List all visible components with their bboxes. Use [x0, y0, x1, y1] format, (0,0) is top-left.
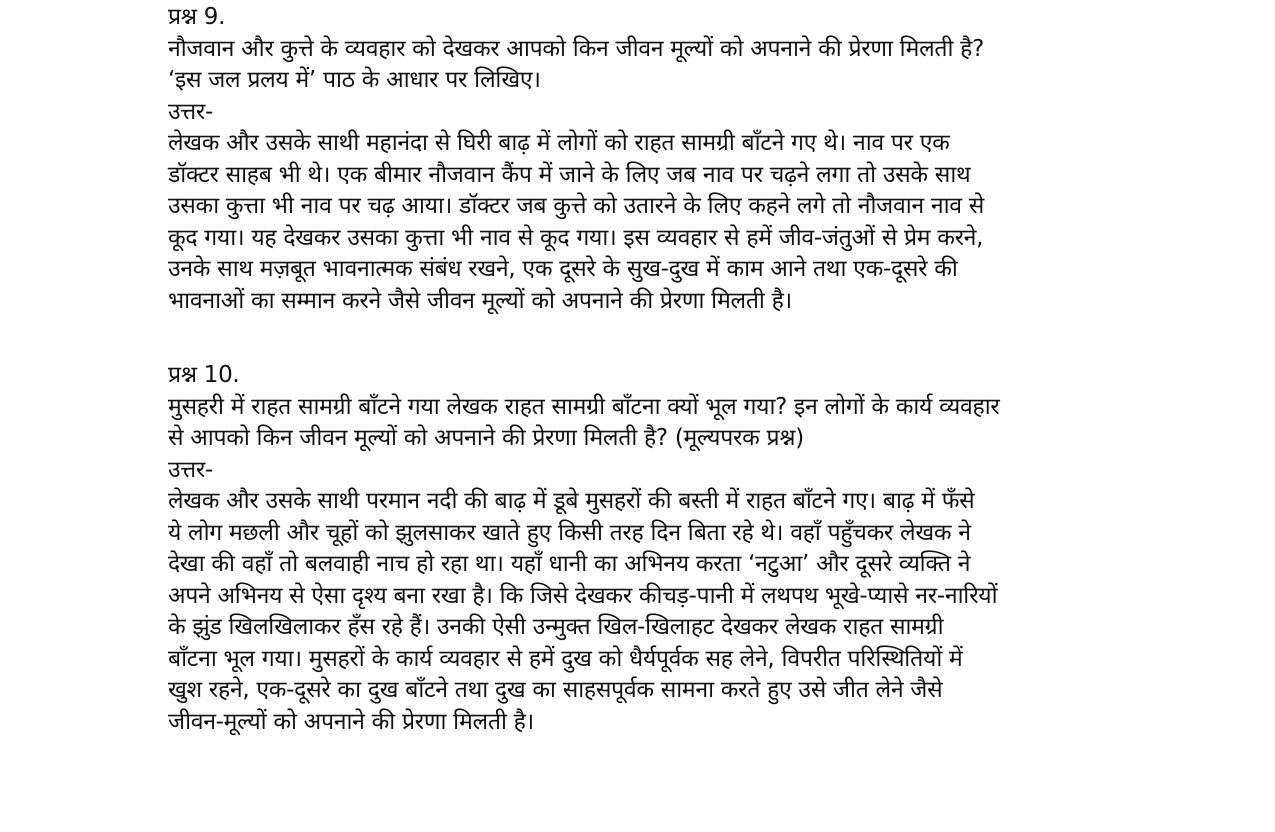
- question-10-answer-line: लेखक और उसके साथी परमान नदी की बाढ़ में डूबे मुसहरों की बस्ती में राहत बाँटने गए। बाढ़ में फँसे: [168, 488, 975, 514]
- question-9-text-line: ‘इस जल प्रलय में’ पाठ के आधार पर लिखिए।: [168, 67, 541, 93]
- question-10-answer-line: देखा की वहाँ तो बलवाही नाच हो रहा था। यहाँ धानी का अभिनय करता ‘नटुआ’ और दूसरे व्यक्ति ने: [168, 551, 971, 577]
- question-9-block: [168, 2, 1168, 317]
- question-10-answer-line: के झुंड खिलखिलाकर हँस रहे हैं। उनकी ऐसी उन्मुक्त खिल-खिलाहट देखकर लेखक राहत सामग्री: [168, 614, 944, 640]
- section-spacer: [168, 317, 1168, 360]
- question-9-answer-line: उसका कुत्ता भी नाव पर चढ़ आया। डॉक्टर जब कुत्ते को उतारने के लिए कहने लगे तो नौजवान नाव से: [168, 193, 985, 219]
- question-10-label: प्रश्न 10.: [168, 362, 240, 388]
- question-9-answer-line: भावनाओं का सम्मान करने जैसे जीवन मूल्यों को अपनाने की प्रेरणा मिलती है।: [168, 287, 792, 314]
- question-10-answer-line: अपने अभिनय से ऐसा दृश्य बना रखा है। कि जिसे देखकर कीचड़-पानी में लथपथ भूखे-प्यासे नर-नारियों: [168, 582, 998, 609]
- document-page: [168, 2, 1168, 738]
- question-9-label: प्रश्न 9.: [168, 4, 226, 30]
- question-9-answer-line: उनके साथ मज़बूत भावनात्मक संबंध रखने, एक दूसरे के सुख-दुख में काम आने तथा एक-दूसरे की: [168, 256, 958, 282]
- question-9-answer-label: उत्तर-: [168, 98, 214, 125]
- question-10-answer-line: खुश रहने, एक-दूसरे का दुख बाँटने तथा दुख का साहसपूर्वक सामना करते हुए उसे जीत लेने जैसे: [168, 677, 943, 703]
- question-9-text-line: नौजवान और कुत्ते के व्यवहार को देखकर आपको किन जीवन मूल्यों को अपनाने की प्रेरणा मिलती है?: [168, 35, 984, 62]
- question-9-answer-line: कूद गया। यह देखकर उसका कुत्ता भी नाव से कूद गया। इस व्यवहार से हमें जीव-जंतुओं से प्रेम करने,: [168, 224, 984, 251]
- question-10-answer-line: ये लोग मछली और चूहों को झुलसाकर खाते हुए किसी तरह दिन बिता रहे थे। वहाँ पहुँचकर लेखक ने: [168, 519, 971, 546]
- question-10-answer-label: उत्तर-: [168, 456, 214, 483]
- question-10-answer-line: जीवन-मूल्यों को अपनाने की प्रेरणा मिलती है।: [168, 708, 534, 735]
- question-10-block: [168, 360, 1168, 738]
- question-10-answer-line: बाँटना भूल गया। मुसहरों के कार्य व्यवहार से हमें दुख को धैर्यपूर्वक सह लेने, विपरीत परिस्थितियों में: [168, 645, 963, 672]
- question-9-answer-line: डॉक्टर साहब भी थे। एक बीमार नौजवान कैंप में जाने के लिए जब नाव पर चढ़ने लगा तो उसके साथ: [168, 161, 971, 188]
- question-10-text-line: से आपको किन जीवन मूल्यों को अपनाने की प्रेरणा मिलती है? (मूल्यपरक प्रश्न): [168, 425, 804, 451]
- question-10-text-line: मुसहरी में राहत सामग्री बाँटने गया लेखक राहत सामग्री बाँटना क्यों भूल गया? इन लोगों के कार्य व्यवहार: [168, 393, 1000, 420]
- question-9-answer-line: लेखक और उसके साथी महानंदा से घिरी बाढ़ में लोगों को राहत सामग्री बाँटने गए थे। नाव पर एक: [168, 130, 950, 156]
